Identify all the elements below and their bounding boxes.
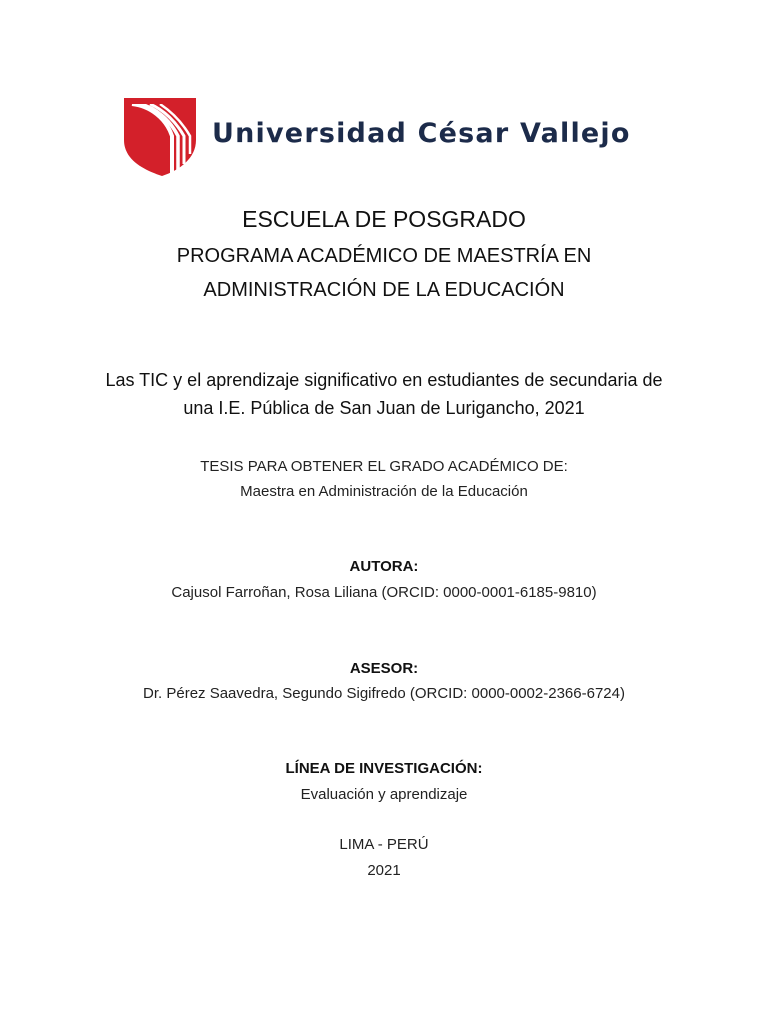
thesis-title-line-2: una I.E. Pública de San Juan de Lurigancho, 2021 [183,398,585,418]
school-heading: ESCUELA DE POSGRADO [242,206,526,232]
place: LIMA - PERÚ [339,836,429,853]
university-header [122,96,652,180]
program-line-1: PROGRAMA ACADÉMICO DE MAESTRÍA EN [176,245,592,267]
university-shield-logo-icon [122,96,198,178]
author-name: Cajusol Farroñan, Rosa Liliana (ORCID: 0000-0001-6185-9810) [171,584,597,601]
research-line-value: Evaluación y aprendizaje [300,786,468,803]
program-line-2: ADMINISTRACIÓN DE LA EDUCACIÓN [203,279,565,301]
year: 2021 [367,862,401,879]
university-name: Universidad César Vallejo [212,118,631,149]
author-label: AUTORA: [349,558,419,575]
research-line-label: LÍNEA DE INVESTIGACIÓN: [285,760,483,777]
thesis-title-line-1: Las TIC y el aprendizaje significativo en estudiantes de secundaria de [105,370,663,390]
degree-line-1: TESIS PARA OBTENER EL GRADO ACADÉMICO DE: [200,458,568,475]
degree-line-2: Maestra en Administración de la Educación [240,483,528,500]
advisor-label: ASESOR: [349,660,419,677]
advisor-name: Dr. Pérez Saavedra, Segundo Sigifredo (ORCID: 0000-0002-2366-6724) [143,685,625,702]
